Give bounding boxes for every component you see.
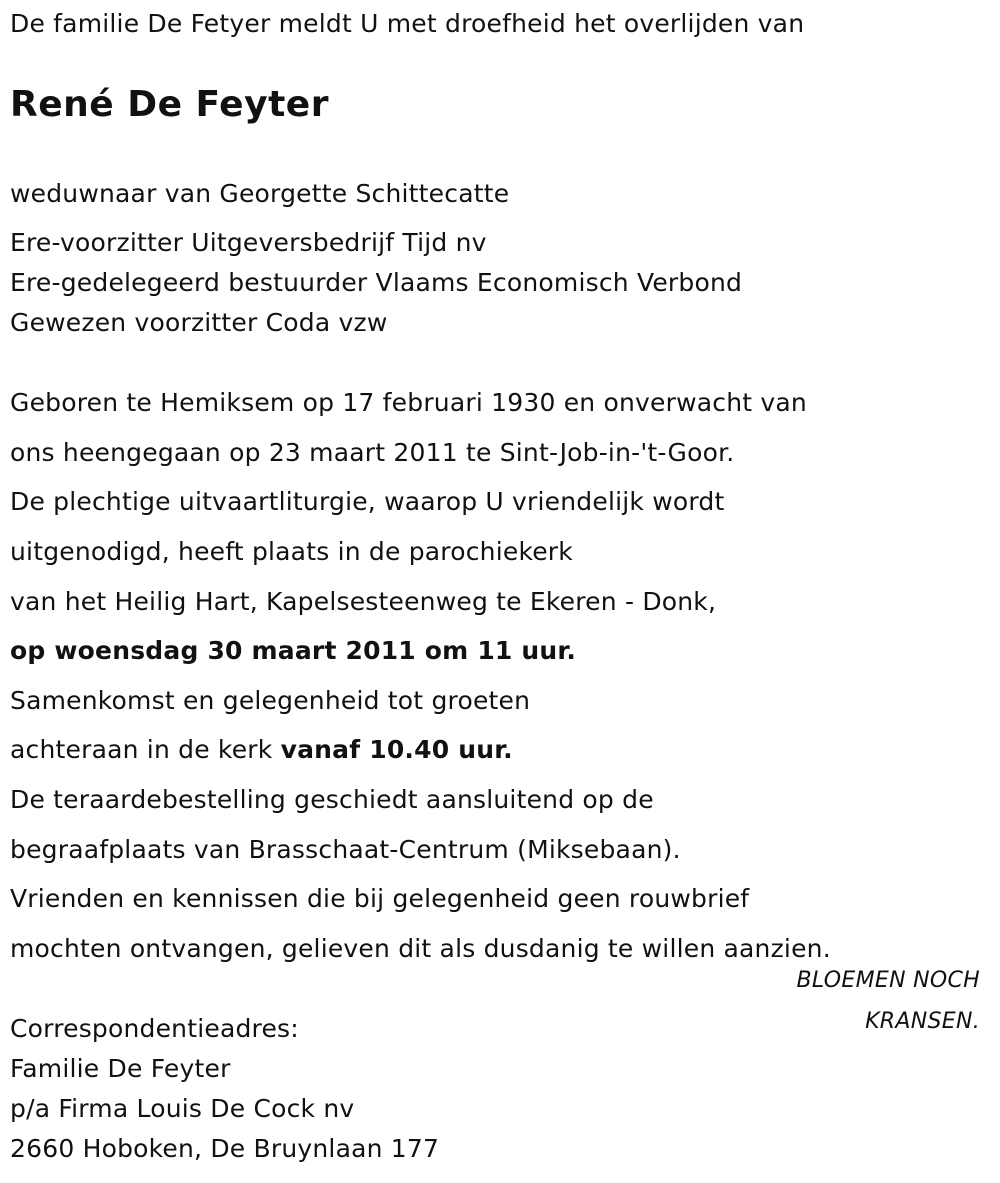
obituary-notice bbox=[10, 0, 990, 1183]
title-line: weduwnaar van Georgette Schittecatte bbox=[10, 179, 510, 208]
address-care-of: p/a Firma Louis De Cock nv bbox=[10, 1094, 355, 1123]
body-line bbox=[10, 735, 513, 764]
title-line: Ere-voorzitter Uitgeversbedrijf Tijd nv bbox=[10, 228, 487, 257]
address-label: Correspondentieadres: bbox=[10, 1014, 299, 1043]
address-family: Familie De Feyter bbox=[10, 1054, 231, 1083]
body-line: mochten ontvangen, gelieven dit als dusdanig te willen aanzien. bbox=[10, 934, 831, 963]
body-line: uitgenodigd, heeft plaats in de parochiekerk bbox=[10, 537, 573, 566]
intro-text: De familie De Fetyer meldt U met droefheid het overlijden van bbox=[10, 9, 805, 38]
body-line: Geboren te Hemiksem op 17 februari 1930 en onverwacht van bbox=[10, 388, 807, 417]
funeral-date: op woensdag 30 maart 2011 om 11 uur. bbox=[10, 636, 577, 665]
address-street: 2660 Hoboken, De Bruynlaan 177 bbox=[10, 1134, 440, 1163]
body-line-text: achteraan in de kerk bbox=[10, 735, 281, 764]
title-line: Ere-gedelegeerd bestuurder Vlaams Economisch Verbond bbox=[10, 268, 743, 297]
flowers-note-line1: BLOEMEN NOCH bbox=[796, 968, 980, 993]
body-line: De teraardebestelling geschiedt aansluitend op de bbox=[10, 785, 654, 814]
title-line: Gewezen voorzitter Coda vzw bbox=[10, 308, 388, 337]
body-line: begraafplaats van Brasschaat-Centrum (Miksebaan). bbox=[10, 835, 681, 864]
body-line: van het Heilig Hart, Kapelsesteenweg te Ekeren - Donk, bbox=[10, 587, 717, 616]
deceased-name: René De Feyter bbox=[10, 84, 329, 125]
body-line: Vrienden en kennissen die bij gelegenheid geen rouwbrief bbox=[10, 884, 750, 913]
body-line: De plechtige uitvaartliturgie, waarop U vriendelijk wordt bbox=[10, 487, 725, 516]
body-line: ons heengegaan op 23 maart 2011 te Sint-Job-in-'t-Goor. bbox=[10, 438, 735, 467]
gathering-time: vanaf 10.40 uur. bbox=[280, 735, 513, 764]
flowers-note-line2: KRANSEN. bbox=[865, 1009, 980, 1034]
body-line: Samenkomst en gelegenheid tot groeten bbox=[10, 686, 531, 715]
